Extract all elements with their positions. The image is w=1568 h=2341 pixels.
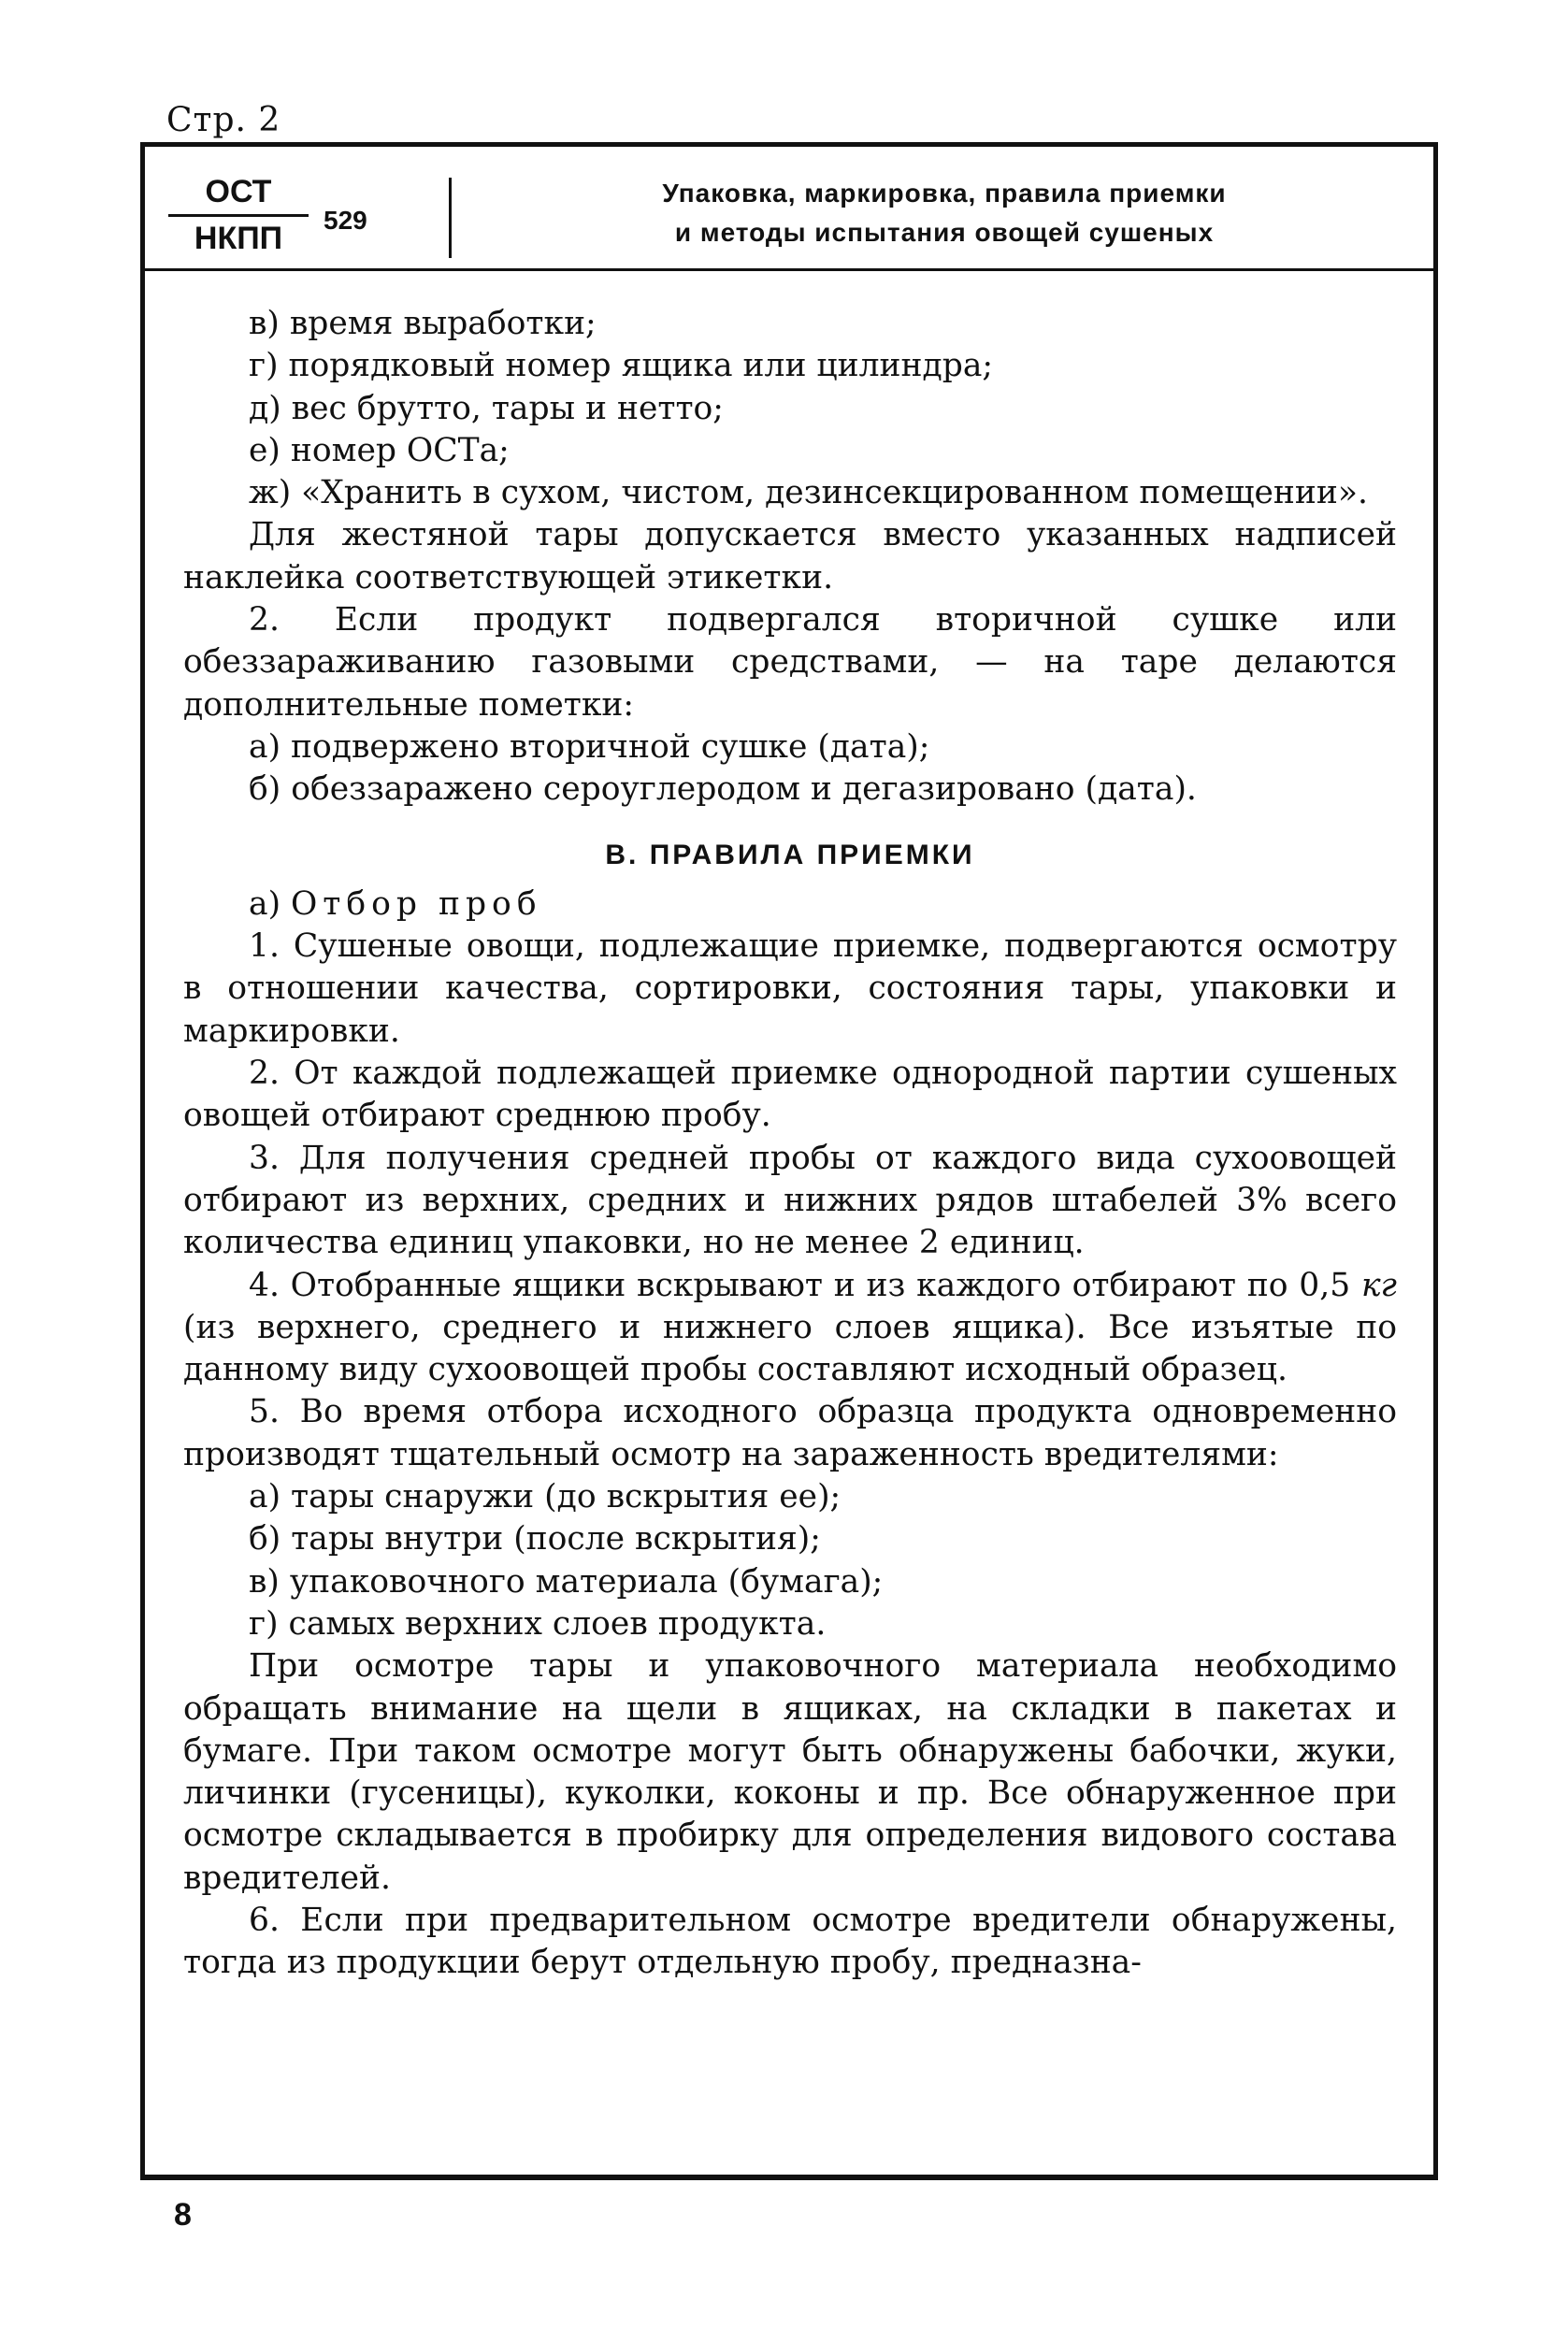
page-number: 8 xyxy=(174,2197,192,2233)
subsection-title: Отбор проб xyxy=(291,884,542,923)
subsection-heading xyxy=(183,883,1397,926)
paragraph-4 xyxy=(183,1265,1397,1392)
document-body xyxy=(183,303,1397,1985)
paragraph-4-start: 4. Отобранные ящики вскрывают и из каждого отбирают по 0,5 xyxy=(249,1266,1361,1304)
list-item-g-layers: г) самых верхних слоев продукта. xyxy=(249,1604,827,1643)
list-item-a-outside: а) тары снаружи (до вскрытия ее); xyxy=(249,1478,842,1516)
document-title-line-2: и методы испытания овощей сушеных xyxy=(674,218,1215,247)
paragraph-3: 3. Для получения средней пробы от каждого вида сухоовощей отбирают из верхних, средних и нижних рядов штабелей 3% всего количества единиц упаковки, но не менее 2 единиц. xyxy=(183,1139,1397,1262)
standard-number: 529 xyxy=(324,206,367,235)
paragraph-6: 6. Если при предварительном осмотре вредители обнаружены, тогда из продукции берут отдельную пробу, предназна- xyxy=(183,1901,1397,1982)
standard-code-top: ОСТ xyxy=(168,174,309,217)
header-divider xyxy=(449,178,452,258)
standard-code xyxy=(168,174,309,257)
document-header xyxy=(140,150,1438,271)
list-item-e: е) номер ОСТа; xyxy=(249,431,510,469)
list-item-b: б) обеззаражено сероуглеродом и дегазировано (дата). xyxy=(249,770,1197,809)
paragraph-tin-container: Для жестяной тары допускается вместо указанных надписей наклейка соответствующей этикетки. xyxy=(183,516,1397,596)
subsection-prefix: а) xyxy=(249,884,281,923)
standard-code-bottom: НКПП xyxy=(194,221,283,256)
unit-kg: кг xyxy=(1360,1266,1397,1304)
page-label: Стр. 2 xyxy=(166,101,281,139)
section-heading: В. ПРАВИЛА ПРИЕМКИ xyxy=(605,839,975,870)
document-title xyxy=(477,174,1412,252)
list-item-a: а) подвержено вторичной сушке (дата); xyxy=(249,727,930,766)
paragraph-2-sampling: 2. От каждой подлежащей приемке однородной партии сушеных овощей отбирают среднюю пробу. xyxy=(183,1055,1397,1135)
paragraph-1: 1. Сушеные овощи, подлежащие приемке, подвергаются осмотру в отношении качества, сортировки, состояния тары, упаковки и маркировки. xyxy=(183,927,1397,1050)
list-item-b-inside: б) тары внутри (после вскрытия); xyxy=(249,1520,821,1558)
list-item-d: д) вес брутто, тары и нетто; xyxy=(249,389,724,427)
list-item-v: в) время выработки; xyxy=(249,305,597,342)
list-item-zh: ж) «Хранить в сухом, чистом, дезинсекцированном помещении». xyxy=(249,474,1368,512)
paragraph-4-end: (из верхнего, среднего и нижнего слоев ящика). Все изъятые по данному виду сухоовощей пробы составляют исходный образец. xyxy=(183,1308,1397,1389)
paragraph-2: 2. Если продукт подвергался вторичной сушке или обеззараживанию газовыми средствами, — на таре делаются дополнительные пометки: xyxy=(183,601,1397,724)
list-item-g: г) порядковый номер ящика или цилиндра; xyxy=(249,347,994,385)
paragraph-inspection-note: При осмотре тары и упаковочного материала необходимо обращать внимание на щели в ящиках, на складки в пакетах и бумаге. При таком осмотре могут быть обнаружены бабочки, жуки, личинки (гусеницы), куколки, коконы и пр. Все обнаруженное при осмотре складывается в пробирку для определения видового состава вредителей. xyxy=(183,1647,1397,1897)
list-item-v-packing: в) упаковочного материала (бумага); xyxy=(249,1562,884,1601)
paragraph-5: 5. Во время отбора исходного образца продукта одновременно производят тщательный осмотр на зараженность вредителями: xyxy=(183,1393,1397,1473)
document-title-line-1: Упаковка, маркировка, правила приемки xyxy=(662,179,1227,208)
